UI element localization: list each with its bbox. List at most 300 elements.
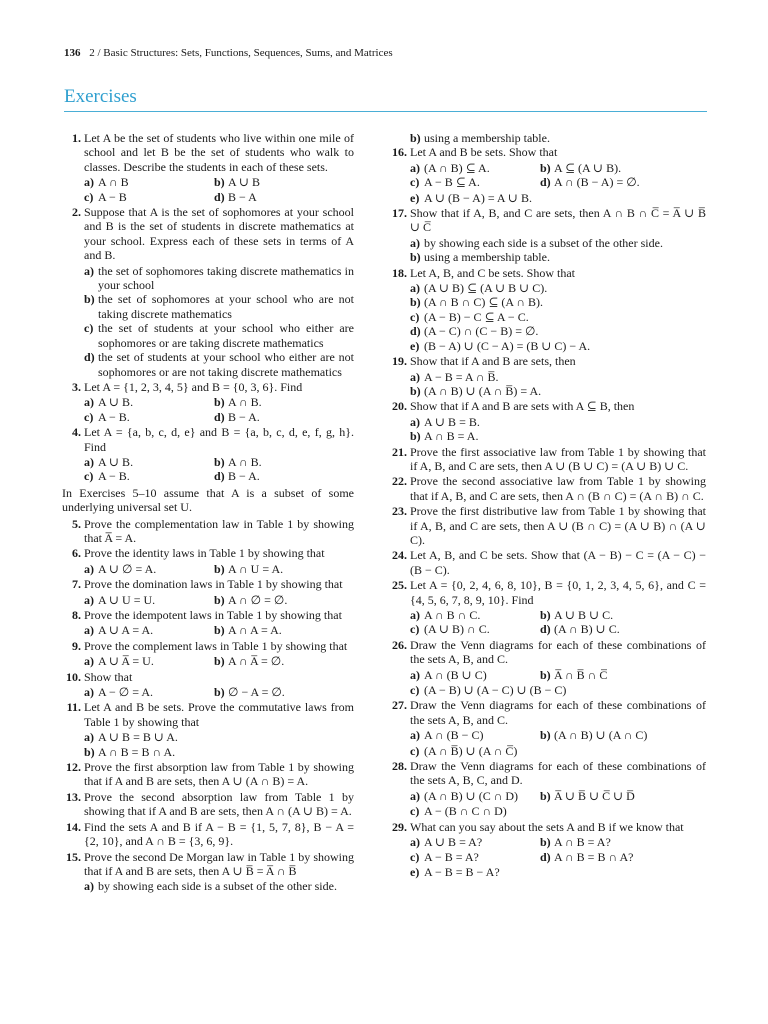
exercise-part	[214, 593, 287, 607]
part-label: e)	[410, 190, 420, 205]
exercise-part	[540, 608, 613, 622]
part-label: b)	[214, 592, 225, 607]
exercise-part	[214, 623, 282, 637]
part-label: c)	[410, 309, 420, 324]
part-text: A ∩ B.	[228, 454, 262, 469]
parts-row	[410, 728, 706, 742]
part-text: A − ∅ = A.	[98, 685, 153, 700]
part-label: a)	[84, 623, 94, 638]
part-text: B − A.	[228, 409, 260, 424]
exercise-part	[540, 161, 621, 175]
exercise-part	[410, 835, 540, 849]
exercise-number: 8.	[72, 608, 81, 622]
exercise-item	[62, 131, 354, 204]
part-label: e)	[410, 864, 420, 879]
parts-row	[84, 175, 354, 189]
part-text: A ∪ B = B ∪ A.	[98, 730, 178, 745]
exercise-item	[62, 790, 354, 819]
exercise-number: 23.	[392, 504, 407, 519]
part-text: (A ∪ B) ⊆ (A ∪ B ∪ C).	[424, 281, 548, 296]
exercise-part	[84, 685, 214, 699]
exercise-stem: Show that	[84, 669, 133, 684]
exercise-number: 15.	[66, 849, 81, 864]
exercise-parts	[84, 879, 354, 893]
exercise-number: 21.	[392, 444, 407, 459]
exercise-item	[388, 759, 706, 819]
part-text: A ∪ A = A.	[98, 623, 154, 638]
parts-row	[410, 835, 706, 849]
part-label: a)	[84, 730, 94, 745]
exercise-part	[410, 161, 540, 175]
part-label: c)	[84, 469, 94, 484]
part-text: (A ∪ B) ∩ C.	[424, 622, 490, 637]
exercise-stem: Prove the idempotent laws in Table 1 by showing that	[84, 608, 342, 622]
part-text: the set of sophomores at your school who are not taking discrete mathematics	[98, 292, 354, 321]
exercise-part	[214, 190, 257, 204]
exercise-item	[62, 425, 354, 484]
exercise-part	[410, 804, 706, 818]
exercise-number: 7.	[72, 577, 81, 592]
part-text: A ∩ ∅ = ∅.	[228, 592, 288, 607]
exercise-number: 22.	[392, 474, 407, 489]
part-label: b)	[410, 429, 421, 444]
part-label: c)	[410, 743, 420, 758]
part-text: A ∩ B = A.	[424, 429, 479, 444]
exercise-part	[540, 850, 633, 864]
parts-row	[84, 654, 354, 668]
exercise-part	[214, 562, 283, 576]
exercise-part	[410, 324, 706, 338]
exercise-part	[84, 623, 214, 637]
exercise-parts	[410, 728, 706, 742]
exercise-number: 3.	[72, 379, 81, 394]
exercise-number: 16.	[392, 145, 407, 160]
part-text: ∅ − A = ∅.	[228, 685, 285, 700]
part-label: a)	[84, 395, 94, 410]
exercise-number: 27.	[392, 698, 407, 713]
parts-row	[84, 623, 354, 637]
exercise-stem: Prove the second De Morgan law in Table 1 by showing that if A and B are sets, then A ∪ B̅ = A̅ ∩ B̅	[84, 849, 354, 878]
exercise-number: 10.	[66, 669, 81, 684]
exercise-part	[84, 593, 214, 607]
part-label: b)	[540, 835, 551, 850]
exercise-parts	[410, 281, 706, 353]
parts-row	[410, 161, 706, 175]
exercise-part	[84, 730, 354, 744]
part-text: (A − B) − C ⊆ A − C.	[424, 309, 529, 324]
part-label: d)	[410, 324, 421, 339]
exercise-number: 20.	[392, 399, 407, 414]
part-label: b)	[540, 160, 551, 175]
exercise-stem: Prove the second absorption law from Table 1 by showing that if A and B are sets, then A ∩ (A ∪ B) = A.	[84, 789, 354, 819]
exercise-item	[388, 638, 706, 698]
part-text: by showing each side is a subset of the other side.	[424, 235, 663, 250]
part-label: d)	[214, 409, 225, 424]
part-label: a)	[84, 879, 94, 894]
part-label: a)	[410, 281, 420, 296]
part-text: (B − A) ∪ (C − A) = (B ∪ C) − A.	[424, 338, 591, 353]
part-text: A ∪ B = A?	[424, 835, 483, 850]
exercise-number: 4.	[72, 425, 81, 440]
exercise-part	[540, 668, 607, 682]
part-label: c)	[410, 849, 420, 864]
part-text: A̅ ∩ B̅ ∩ C̅	[554, 667, 608, 682]
part-label: a)	[410, 788, 420, 803]
part-label: c)	[410, 804, 420, 819]
part-label: a)	[410, 414, 420, 429]
exercise-part	[84, 190, 214, 204]
part-text: A ∪ B	[228, 175, 261, 190]
exercise-item	[62, 205, 354, 379]
part-label: b)	[540, 728, 551, 743]
exercise-parts	[84, 264, 354, 379]
exercise-continuation	[388, 131, 706, 145]
exercise-part	[410, 295, 706, 309]
exercise-part	[214, 469, 260, 483]
exercise-stem: Prove the first distributive law from Table 1 by showing that if A, B, and C are sets, then A ∪ (B ∩ C) = (A ∪ B) ∩ (A ∪ C).	[410, 504, 706, 547]
exercise-part	[84, 350, 354, 379]
exercise-item	[62, 700, 354, 759]
part-text: B − A	[228, 189, 257, 204]
exercise-part	[410, 131, 706, 145]
page-number: 136	[64, 47, 81, 59]
exercise-item	[62, 639, 354, 669]
exercise-parts	[84, 395, 354, 424]
part-label: a)	[84, 561, 94, 576]
part-text: A − B = A?	[424, 849, 479, 864]
part-label: d)	[540, 175, 551, 190]
exercise-part	[410, 191, 706, 205]
part-label: c)	[84, 189, 94, 204]
exercise-number: 9.	[72, 638, 81, 653]
exercise-part	[540, 835, 611, 849]
exercise-stem: Draw the Venn diagrams for each of these combinations of the sets A, B, C, and D.	[410, 759, 706, 788]
exercise-stem: Prove the first associative law from Table 1 by showing that if A, B, and C are sets, then A ∪ (B ∪ C) = (A ∪ B) ∪ C.	[410, 444, 706, 473]
exercise-part	[214, 395, 262, 409]
part-label: b)	[214, 561, 225, 576]
exercise-number: 14.	[66, 819, 81, 834]
exercise-part	[410, 370, 706, 384]
exercise-part	[410, 384, 706, 398]
exercise-parts	[84, 455, 354, 484]
part-text: A ∩ B.	[228, 395, 262, 410]
part-label: a)	[410, 235, 420, 250]
exercise-part	[410, 281, 706, 295]
exercise-stem: Let A be the set of students who live within one mile of school and let B be the set of students who walk to classes. Describe the students in each of these sets.	[84, 131, 354, 174]
exercise-number: 26.	[392, 637, 407, 652]
part-text: (A ∩ B) ∪ (A ∩ B̅) = A.	[424, 383, 542, 398]
part-label: a)	[84, 654, 94, 669]
exercise-parts	[410, 370, 706, 399]
part-text: the set of sophomores taking discrete mathematics in your school	[98, 263, 354, 293]
exercise-number: 5.	[72, 516, 81, 531]
parts-row	[84, 562, 354, 576]
exercise-stem: Let A = {0, 2, 4, 6, 8, 10}, B = {0, 1, 2, 3, 4, 5, 6}, and C = {4, 5, 6, 7, 8, 9, 10}. Find	[410, 578, 706, 607]
part-text: B − A.	[228, 469, 260, 484]
exercise-stem: Prove the domination laws in Table 1 by showing that	[84, 577, 343, 592]
exercise-stem: Draw the Venn diagrams for each of these combinations of the sets A, B, and C.	[410, 637, 706, 667]
exercise-part	[84, 469, 214, 483]
exercise-stem: Let A, B, and C be sets. Show that (A − B) − C = (A − C) − (B − C).	[410, 548, 706, 577]
part-text: A ∩ B = B ∩ A.	[98, 744, 176, 759]
part-text: the set of students at your school who either are not sophomores or are not taking discrete mathematics	[98, 350, 354, 379]
exercise-parts	[410, 191, 706, 205]
exercise-parts	[410, 865, 706, 879]
exercise-parts	[84, 562, 354, 576]
part-label: b)	[214, 654, 225, 669]
part-text: A − B.	[98, 469, 130, 484]
exercise-part	[214, 455, 262, 469]
title-rule	[64, 111, 707, 112]
exercise-number: 28.	[392, 759, 407, 774]
exercise-item	[388, 698, 706, 758]
exercise-part	[84, 745, 354, 759]
part-label: d)	[540, 849, 551, 864]
parts-row	[84, 455, 354, 469]
part-text: by showing each side is a subset of the other side.	[98, 879, 337, 894]
exercise-part	[410, 865, 706, 879]
exercise-item	[388, 266, 706, 353]
part-text: A − B ⊆ A.	[424, 175, 480, 190]
exercise-parts	[84, 623, 354, 637]
exercise-parts	[410, 789, 706, 803]
exercise-parts	[410, 683, 706, 697]
part-text: (A ∩ B) ∪ (A ∩ C)	[554, 728, 648, 743]
part-label: b)	[214, 395, 225, 410]
part-text: (A − C) ∩ (C − B) = ∅.	[424, 324, 539, 339]
exercise-part	[410, 744, 706, 758]
left-column	[62, 131, 354, 895]
exercise-item	[388, 399, 706, 443]
part-text: the set of students at your school who either are sophomores or are taking discrete mathematics	[98, 321, 354, 350]
exercise-number: 2.	[72, 205, 81, 220]
exercise-stem: Prove the complementation law in Table 1 by showing that A̅̅ = A.	[84, 516, 354, 545]
exercise-stem: Prove the first absorption law from Table 1 by showing that if A and B are sets, then A ∪ (A ∩ B) = A.	[84, 760, 354, 789]
part-text: A ∩ B = A?	[554, 835, 611, 850]
part-label: c)	[84, 321, 94, 336]
exercise-part	[410, 683, 706, 697]
exercise-number: 6.	[72, 546, 81, 561]
part-text: A ∪ (B − A) = A ∪ B.	[424, 190, 532, 205]
exercise-item	[62, 380, 354, 424]
exercise-part	[214, 410, 260, 424]
exercise-number: 29.	[392, 819, 407, 834]
part-text: A ∪ B.	[98, 454, 134, 469]
part-label: a)	[84, 175, 94, 190]
part-text: A ∩ B = B ∩ A?	[554, 849, 634, 864]
exercise-parts	[410, 668, 706, 682]
part-text: (A ∩ B) ⊆ A.	[424, 160, 490, 175]
part-label: b)	[410, 295, 421, 310]
exercise-part	[410, 608, 540, 622]
part-text: A ∩ B	[98, 175, 129, 190]
exercise-stem: Prove the second associative law from Table 1 by showing that if A, B, and C are sets, then A ∩ (B ∩ C) = (A ∩ B) ∩ C.	[410, 474, 706, 503]
exercise-part	[540, 728, 647, 742]
exercise-parts	[84, 593, 354, 607]
exercise-stem: Show that if A, B, and C are sets, then A ∩ B ∩ C̅ = A̅ ∪ B̅ ∪ C̅	[410, 206, 706, 235]
part-label: a)	[84, 454, 94, 469]
exercise-instructions: In Exercises 5–10 assume that A is a subset of some underlying universal set U.	[62, 485, 354, 515]
exercise-item	[62, 820, 354, 849]
exercise-part	[410, 175, 540, 189]
exercise-item	[62, 577, 354, 607]
exercise-stem: Let A and B be sets. Prove the commutative laws from Table 1 by showing that	[84, 700, 354, 729]
exercise-part	[410, 728, 540, 742]
exercise-stem: Prove the identity laws in Table 1 by showing that	[84, 546, 325, 561]
parts-row	[410, 608, 706, 622]
exercise-stem: Let A and B be sets. Show that	[410, 145, 558, 160]
exercise-parts	[84, 685, 354, 699]
exercise-parts	[410, 415, 706, 444]
exercise-part	[214, 175, 260, 189]
part-text: A ∪ B.	[98, 395, 134, 410]
part-label: a)	[410, 728, 420, 743]
exercise-item	[62, 670, 354, 700]
part-text: A ∩ A = A.	[228, 623, 282, 638]
parts-row	[410, 850, 706, 864]
exercise-part	[84, 654, 214, 668]
exercise-item	[62, 517, 354, 546]
part-text: A ∪ A̅ = U.	[98, 654, 154, 669]
exercise-stem: Let A = {1, 2, 3, 4, 5} and B = {0, 3, 6}. Find	[84, 379, 303, 394]
exercise-number: 17.	[392, 206, 407, 221]
part-text: A ⊆ (A ∪ B).	[554, 160, 622, 175]
part-label: c)	[410, 683, 420, 698]
part-label: b)	[410, 383, 421, 398]
part-label: a)	[410, 835, 420, 850]
parts-row	[84, 685, 354, 699]
part-label: b)	[214, 623, 225, 638]
part-label: b)	[214, 685, 225, 700]
exercise-part	[410, 850, 540, 864]
part-text: A ∩ (B − C)	[424, 728, 484, 743]
exercise-item	[388, 445, 706, 474]
exercise-item	[62, 608, 354, 638]
exercise-part	[410, 429, 706, 443]
part-label: d)	[84, 350, 95, 365]
part-label: a)	[410, 369, 420, 384]
part-text: (A − B) ∪ (A − C) ∪ (B − C)	[424, 683, 567, 698]
part-text: (A ∩ B ∩ C) ⊆ (A ∩ B).	[424, 295, 544, 310]
part-label: d)	[214, 189, 225, 204]
exercise-parts	[410, 804, 706, 818]
part-label: b)	[540, 608, 551, 622]
parts-row	[84, 469, 354, 483]
exercise-parts	[410, 161, 706, 190]
exercise-stem: Suppose that A is the set of sophomores at your school and B is the set of students in discrete mathematics at your school. Express each of these sets in terms of A and B.	[84, 205, 354, 263]
part-label: b)	[410, 250, 421, 265]
exercise-item	[388, 578, 706, 637]
part-text: A ∪ U = U.	[98, 592, 156, 607]
part-text: A − B = B − A?	[424, 864, 500, 879]
part-label: b)	[214, 454, 225, 469]
exercise-number: 11.	[66, 700, 81, 715]
parts-row	[410, 175, 706, 189]
exercise-part	[214, 685, 285, 699]
part-text: using a membership table.	[424, 250, 550, 265]
exercise-parts	[410, 835, 706, 864]
exercise-part	[84, 455, 214, 469]
part-label: e)	[410, 338, 420, 353]
exercise-part	[540, 622, 620, 636]
right-column	[388, 131, 706, 880]
exercise-item	[62, 546, 354, 576]
exercise-part	[84, 410, 214, 424]
exercise-part	[410, 310, 706, 324]
part-text: A − B	[98, 189, 127, 204]
exercise-part	[540, 789, 635, 803]
part-label: b)	[540, 788, 551, 803]
part-text: A − (B ∩ C ∩ D)	[424, 804, 507, 819]
exercise-parts	[84, 730, 354, 759]
part-label: a)	[84, 592, 94, 607]
exercise-item	[388, 145, 706, 205]
exercise-stem: Show that if A and B are sets with A ⊆ B, then	[410, 399, 635, 414]
part-text: (A ∩ B) ∪ (C ∩ D)	[424, 788, 519, 803]
section-title: Exercises	[64, 86, 137, 107]
exercise-number: 18.	[392, 265, 407, 280]
exercise-item	[388, 474, 706, 503]
exercise-part	[410, 339, 706, 353]
part-label: a)	[84, 685, 94, 700]
parts-row	[84, 190, 354, 204]
part-text: A ∩ (B ∪ C)	[424, 667, 487, 682]
part-text: A − B = A ∩ B̅.	[424, 369, 499, 384]
exercise-part	[84, 879, 354, 893]
exercise-part	[410, 250, 706, 264]
exercise-item	[388, 820, 706, 880]
exercise-stem: Find the sets A and B if A − B = {1, 5, 7, 8}, B − A = {2, 10}, and A ∩ B = {3, 6, 9}.	[84, 819, 354, 849]
exercise-part	[84, 292, 354, 321]
part-text: A ∩ (B − A) = ∅.	[554, 175, 640, 190]
parts-row	[84, 395, 354, 409]
exercise-number: 19.	[392, 354, 407, 369]
part-label: a)	[410, 160, 420, 175]
exercise-part	[84, 562, 214, 576]
running-title: 2 / Basic Structures: Sets, Functions, Sequences, Sums, and Matrices	[89, 47, 393, 59]
exercise-number: 24.	[392, 548, 407, 563]
part-label: a)	[410, 608, 420, 622]
exercise-item	[388, 206, 706, 265]
part-label: b)	[540, 667, 551, 682]
part-label: b)	[84, 292, 95, 307]
part-label: c)	[84, 409, 94, 424]
part-text: A̅ ∪ B̅ ∪ C̅ ∪ D̅	[554, 788, 635, 803]
part-text: (A ∩ B̅) ∪ (A ∩ C̅)	[424, 743, 518, 758]
part-text: A ∩ B ∩ C.	[424, 608, 481, 622]
exercise-item	[388, 354, 706, 398]
parts-row	[410, 789, 706, 803]
exercise-part	[214, 654, 284, 668]
part-text: using a membership table.	[424, 131, 550, 145]
exercise-part	[84, 175, 214, 189]
exercise-stem: Let A, B, and C be sets. Show that	[410, 265, 575, 280]
parts-row	[84, 593, 354, 607]
exercise-number: 25.	[392, 578, 407, 593]
exercise-stem: Let A = {a, b, c, d, e} and B = {a, b, c, d, e, f, g, h}. Find	[84, 425, 354, 454]
part-label: b)	[410, 131, 421, 145]
exercise-part	[84, 321, 354, 350]
exercise-part	[410, 236, 706, 250]
part-label: d)	[540, 622, 551, 637]
exercise-part	[410, 415, 706, 429]
part-label: b)	[84, 744, 95, 759]
parts-row	[410, 668, 706, 682]
part-text: A ∩ U = A.	[228, 561, 284, 576]
exercise-item	[62, 850, 354, 894]
part-text: A ∪ B = B.	[424, 414, 480, 429]
exercise-parts	[84, 654, 354, 668]
